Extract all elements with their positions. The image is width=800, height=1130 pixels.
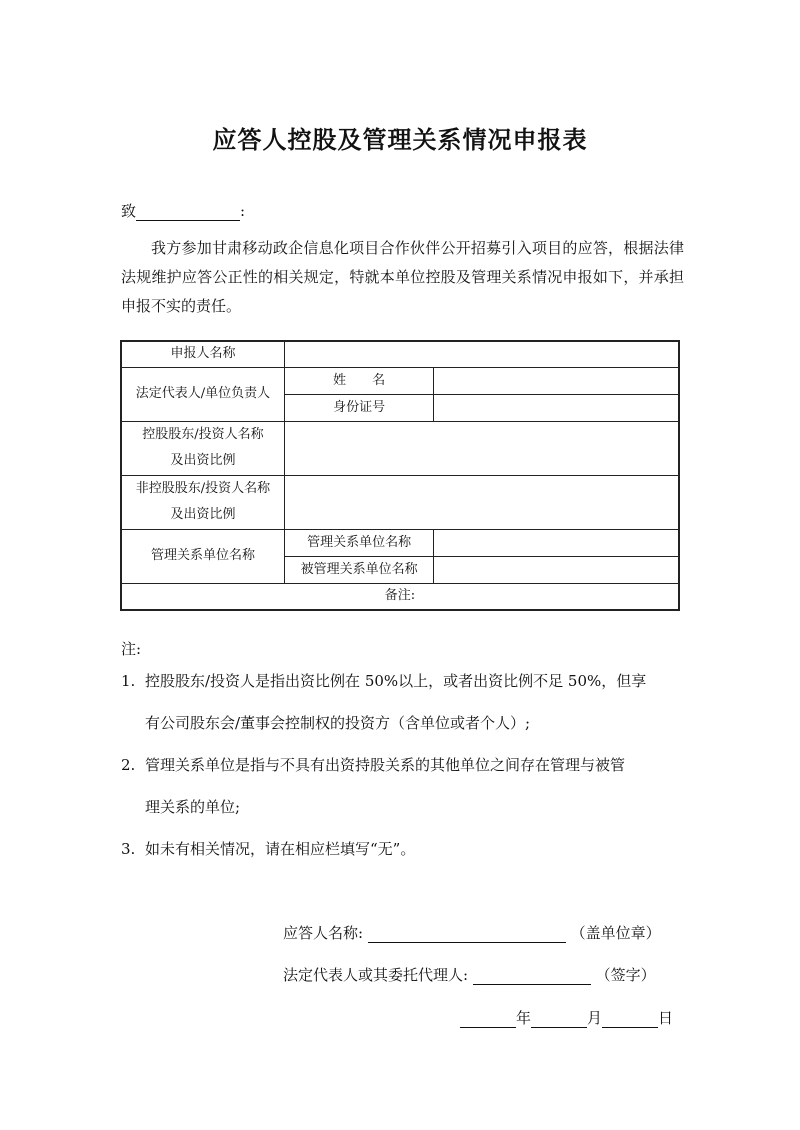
note-text: 管理关系单位是指与不具有出资持股关系的其他单位之间存在管理与被管 xyxy=(145,756,626,774)
id-number-label: 身份证号 xyxy=(284,394,434,421)
note-text: 控股股东/投资人是指出资比例在 50%以上，或者出资比例不足 50%，但享 xyxy=(145,672,647,690)
addressee-suffix: : xyxy=(240,202,246,220)
managing-unit-field[interactable] xyxy=(434,529,679,556)
company-seal-note: （盖单位章） xyxy=(570,924,661,942)
note-number: 3. xyxy=(121,840,136,858)
note-text: 如未有相关情况，请在相应栏填写“无”。 xyxy=(145,840,416,858)
managing-unit-label: 管理关系单位名称 xyxy=(284,529,434,556)
addressee-line xyxy=(121,200,245,221)
note-text-continued: 有公司股东会/董事会控制权的投资方（含单位或者个人）; xyxy=(145,714,531,732)
note-item-1 xyxy=(121,660,691,744)
applicant-name-label: 申报人名称 xyxy=(121,341,284,367)
noncontrolling-label-line2: 及出资比例 xyxy=(170,507,236,522)
day-label: 日 xyxy=(658,1009,674,1027)
noncontrolling-shareholder-label xyxy=(121,475,284,529)
representative-label: 法定代表人或其委托代理人: xyxy=(283,966,469,984)
managed-unit-field[interactable] xyxy=(434,556,679,583)
controlling-shareholder-label xyxy=(121,421,284,475)
month-field[interactable] xyxy=(531,1010,587,1028)
note-number: 1. xyxy=(121,672,136,690)
date-line xyxy=(460,1007,673,1028)
day-field[interactable] xyxy=(602,1010,658,1028)
controlling-label-line2: 及出资比例 xyxy=(170,453,236,468)
respondent-signature-line xyxy=(283,922,661,943)
year-field[interactable] xyxy=(460,1010,516,1028)
respondent-name-label: 应答人名称: xyxy=(283,924,364,942)
legal-rep-label: 法定代表人/单位负责人 xyxy=(121,367,284,421)
intro-paragraph: 我方参加甘肃移动政企信息化项目合作伙伴公开招募引入项目的应答，根据法律法规维护应答公正性的相关规定，特就本单位控股及管理关系情况申报如下，并承担申报不实的责任。 xyxy=(121,239,684,315)
addressee-prefix: 致 xyxy=(121,202,137,220)
name-field[interactable] xyxy=(434,367,679,394)
representative-field[interactable] xyxy=(473,967,591,985)
note-text-continued: 理关系的单位; xyxy=(145,798,241,816)
page-title: 应答人控股及管理关系情况申报表 xyxy=(212,126,588,154)
controlling-label-line1: 控股股东/投资人名称 xyxy=(142,427,264,442)
note-number: 2. xyxy=(121,756,136,774)
year-label: 年 xyxy=(516,1009,532,1027)
note-item-3 xyxy=(121,828,691,870)
managed-unit-label: 被管理关系单位名称 xyxy=(284,556,434,583)
representative-signature-line xyxy=(283,964,656,985)
controlling-shareholder-field[interactable] xyxy=(284,421,679,475)
respondent-name-field[interactable] xyxy=(368,925,566,943)
addressee-blank[interactable] xyxy=(136,204,240,221)
name-label: 姓 名 xyxy=(284,367,434,394)
applicant-name-field[interactable] xyxy=(284,341,679,367)
mgmt-unit-name-label: 管理关系单位名称 xyxy=(121,529,284,583)
declaration-table xyxy=(120,340,680,611)
month-label: 月 xyxy=(587,1009,603,1027)
noncontrolling-label-line1: 非控股股东/投资人名称 xyxy=(135,481,271,496)
noncontrolling-shareholder-field[interactable] xyxy=(284,475,679,529)
remarks-row[interactable]: 备注: xyxy=(121,583,679,610)
note-item-2 xyxy=(121,744,691,828)
id-number-field[interactable] xyxy=(434,394,679,421)
signature-note: （签字） xyxy=(595,966,656,984)
notes-heading: 注: xyxy=(121,640,142,658)
